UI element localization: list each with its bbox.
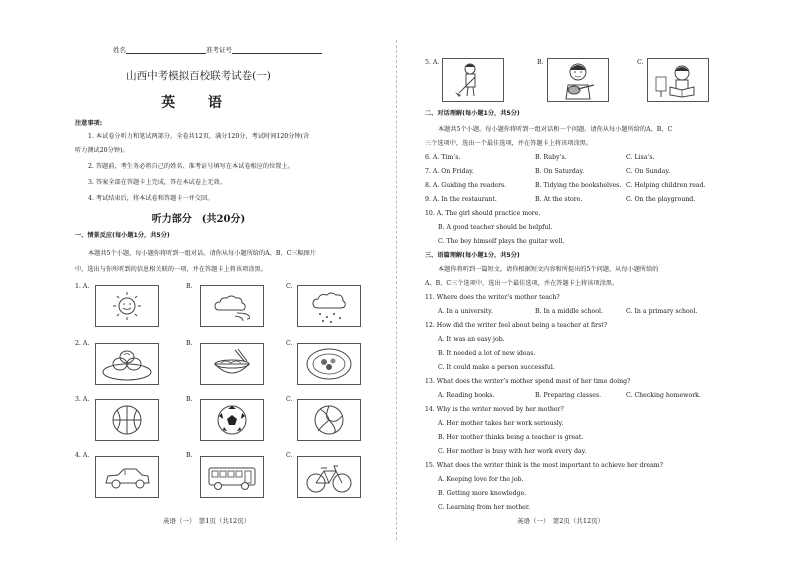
part1-title: 一、情景反应(每小题1分，共5分) — [75, 232, 170, 239]
football-icon — [201, 400, 263, 440]
q4-option-b-bus-image[interactable] — [200, 456, 264, 498]
q5-option-c-reading-image[interactable] — [647, 58, 709, 102]
wind-cloud-icon — [201, 286, 263, 326]
notice-title: 注意事项: — [75, 120, 103, 127]
page-footer: 英语（一） 第1页（共12页） — [163, 517, 251, 525]
notice-line: 听力测试20分钟)。 — [75, 147, 129, 154]
notice-line: 4. 考试结束后，将本试卷和答题卡一并交回。 — [88, 195, 214, 202]
q3-option-a-basketball-image[interactable] — [95, 399, 159, 441]
page-2 — [397, 0, 794, 562]
noodle-bowl-icon — [201, 344, 263, 384]
rain-cloud-icon — [298, 286, 360, 326]
question-11-b[interactable]: B. In a middle school. — [535, 308, 603, 315]
question-12-a[interactable]: A. It was an easy job. — [438, 336, 505, 343]
boy-reading-icon — [648, 59, 708, 101]
name-label: 姓名 — [113, 46, 126, 54]
q5-option-a-sweeping-image[interactable] — [442, 58, 504, 102]
question-14: 14. Why is the writer moved by her mother? — [425, 406, 564, 413]
question-14-a[interactable]: A. Her mother takes her work seriously. — [438, 420, 564, 427]
option-b-label: B. — [186, 396, 193, 403]
exam-no-field[interactable] — [232, 46, 322, 54]
question-15-a[interactable]: A. Keeping love for the job. — [438, 476, 524, 483]
question-10[interactable]: 10. A. The girl should practice more. — [425, 210, 541, 217]
notice-line: 2. 答题前，考生务必将自己的姓名、准考证号填写在本试卷相应的位置上。 — [88, 163, 294, 170]
part2-desc: 三个选项中，选出一个最佳选项，并在答题卡上将该项涂黑。 — [425, 140, 593, 147]
q4-option-c-bicycle-image[interactable] — [297, 456, 361, 498]
option-c-label: C. — [286, 396, 293, 403]
question-11: 11. Where does the writer’s mother teach? — [425, 294, 560, 301]
part2-title: 二、对话理解(每小题1分，共5分) — [425, 110, 520, 117]
question-6-c[interactable]: C. Lisa’s. — [626, 154, 655, 161]
question-8[interactable]: 8. A. Guiding the readers. — [425, 182, 507, 189]
name-exam-line — [113, 45, 322, 54]
question-10-c[interactable]: C. The boy himself plays the guitar well. — [438, 238, 565, 245]
q3-option-b-football-image[interactable] — [200, 399, 264, 441]
bicycle-icon — [298, 457, 360, 497]
question-13-b[interactable]: B. Preparing classes. — [535, 392, 602, 399]
option-b-label: B. — [537, 59, 544, 66]
question-7-c[interactable]: C. On Sunday. — [626, 168, 670, 175]
q5-option-b-guitar-image[interactable] — [547, 58, 609, 102]
question-12: 12. How did the writer feel about being a teacher at first? — [425, 322, 608, 329]
q5-label: 5. A. — [425, 59, 440, 66]
question-15-c[interactable]: C. Learning from her mother. — [438, 504, 531, 511]
boy-guitar-icon — [548, 59, 608, 101]
question-10-b[interactable]: B. A good teacher should be helpful. — [438, 224, 553, 231]
page-footer: 英语（一） 第2页（共12页） — [517, 517, 605, 525]
q2-option-a-buns-image[interactable] — [95, 343, 159, 385]
question-9[interactable]: 9. A. In the restaurant. — [425, 196, 497, 203]
food-plate-icon — [298, 344, 360, 384]
volleyball-icon — [298, 400, 360, 440]
option-c-label: C. — [286, 340, 293, 347]
q4-option-a-car-image[interactable] — [95, 456, 159, 498]
notice-line: 1. 本试卷分听力和笔试两部分。全卷共12页，满分120分，考试时间120分钟(含 — [88, 133, 310, 140]
option-c-label: C. — [637, 59, 644, 66]
question-13-a[interactable]: A. Reading books. — [438, 392, 495, 399]
row-label: 1. A. — [75, 283, 90, 290]
part1-desc: 中，选出与你所听到的信息相关联的一项，并在答题卡上将该项涂黑。 — [75, 266, 267, 273]
row-label: 4. A. — [75, 452, 90, 459]
option-b-label: B. — [186, 340, 193, 347]
part3-title: 三、语篇理解(每小题1分，共5分) — [425, 252, 520, 259]
option-c-label: C. — [286, 283, 293, 290]
question-7-b[interactable]: B. On Saturday. — [535, 168, 585, 175]
question-11-a[interactable]: A. In a university. — [438, 308, 493, 315]
option-c-label: C. — [286, 452, 293, 459]
question-7[interactable]: 7. A. On Friday. — [425, 168, 474, 175]
q3-option-c-volleyball-image[interactable] — [297, 399, 361, 441]
question-12-b[interactable]: B. It needed a lot of new ideas. — [438, 350, 536, 357]
row-label: 3. A. — [75, 396, 90, 403]
row-label: 2. A. — [75, 340, 90, 347]
listening-section-title: 听力部分 (共20分) — [151, 214, 246, 225]
part2-desc: 本题共5个小题，每小题你将听到一组对话和一个问题。请你从每小题所给的A、B、C — [438, 126, 673, 133]
question-9-c[interactable]: C. On the playground. — [626, 196, 696, 203]
question-8-c[interactable]: C. Helping children read. — [626, 182, 706, 189]
bus-icon — [201, 457, 263, 497]
q1-option-a-sun-image[interactable] — [95, 285, 159, 327]
notice-line: 3. 答案全部在答题卡上完成，答在本试卷上无效。 — [88, 179, 226, 186]
car-icon — [96, 457, 158, 497]
question-14-b[interactable]: B. Her mother thinks being a teacher is great. — [438, 434, 584, 441]
question-14-c[interactable]: C. Her mother is busy with her work every day. — [438, 448, 587, 455]
name-field[interactable] — [126, 46, 206, 54]
part3-desc: 本题你将听到一篇短文。请你根据短文内容和所提出的5个问题，从每小题所给的 — [438, 266, 659, 273]
part1-desc: 本题共5个小题，每小题你将听到一组对话。请你从每小题所给的A、B、C三幅图片 — [88, 250, 317, 257]
q2-option-b-noodles-image[interactable] — [200, 343, 264, 385]
sun-icon — [96, 286, 158, 326]
question-9-b[interactable]: B. At the store. — [535, 196, 583, 203]
exam-no-label: 准考证号 — [206, 46, 232, 54]
question-15: 15. What does the writer think is the most important to achieve her dream? — [425, 462, 663, 469]
dumplings-icon — [96, 344, 158, 384]
subject-title: 英 语 — [161, 95, 236, 111]
part3-desc: A、B、C三个选项中，选出一个最佳选项，并在答题卡上将该项涂黑。 — [425, 280, 619, 287]
option-b-label: B. — [186, 283, 193, 290]
basketball-icon — [96, 400, 158, 440]
paper-title: 山西中考模拟百校联考试卷(一) — [126, 70, 271, 82]
question-8-b[interactable]: B. Tidying the bookshelves. — [535, 182, 622, 189]
q2-option-c-plate-image[interactable] — [297, 343, 361, 385]
q1-option-c-rain-image[interactable] — [297, 285, 361, 327]
question-6[interactable]: 6. A. Tim’s. — [425, 154, 461, 161]
q1-option-b-wind-image[interactable] — [200, 285, 264, 327]
boy-sweeping-icon — [443, 59, 503, 101]
question-15-b[interactable]: B. Getting more knowledge. — [438, 490, 527, 497]
question-13-c[interactable]: C. Checking homework. — [626, 392, 701, 399]
question-12-c[interactable]: C. It could make a person successful. — [438, 364, 555, 371]
question-11-c[interactable]: C. In a primary school. — [626, 308, 698, 315]
question-13: 13. What does the writer’s mother spend most of her time doing? — [425, 378, 631, 385]
option-b-label: B. — [186, 452, 193, 459]
question-6-b[interactable]: B. Ruby’s. — [535, 154, 567, 161]
